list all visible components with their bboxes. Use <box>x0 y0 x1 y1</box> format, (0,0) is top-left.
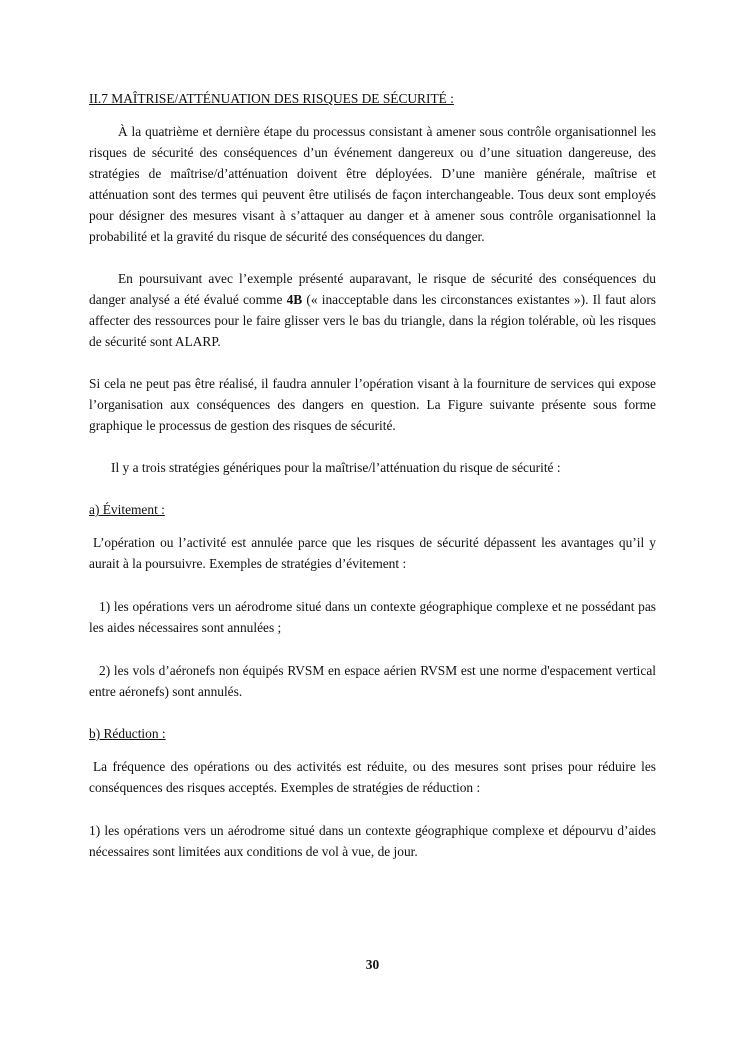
section-heading: II.7 MAÎTRISE/ATTÉNUATION DES RISQUES DE SÉCURITÉ : <box>89 91 454 106</box>
document-body <box>89 88 656 862</box>
reduction-example-1: 1) les opérations vers un aérodrome situé dans un contexte géographique complexe et dépourvu d’aides nécessaires sont limitées aux conditions de vol à vue, de jour. <box>89 823 656 859</box>
example-text-end: (« inacceptable dans les circonstances existantes »). Il faut alors affecter des ressources pour le faire glisser vers le bas du triangle, dans la région tolérable, où les risques de sécurité sont ALARP. <box>89 292 657 349</box>
risk-index-value: 4B <box>286 292 303 307</box>
avoidance-heading: a) Évitement : <box>89 502 165 517</box>
cancel-paragraph: Si cela ne peut pas être réalisé, il faudra annuler l’opération visant à la fourniture de services qui expose l’organisation aux conséquences des dangers en question. La Figure suivante présente sous forme graphique le processus de gestion des risques de sécurité. <box>89 376 656 433</box>
example-paragraph <box>89 268 656 352</box>
avoidance-example-1: 1) les opérations vers un aérodrome situé dans un contexte géographique complexe et ne possédant pas les aides nécessaires sont annulées ; <box>89 599 656 635</box>
page-number: 30 <box>365 957 380 972</box>
reduction-description: La fréquence des opérations ou des activités est réduite, ou des mesures sont prises pour réduire les conséquences des risques acceptés. Exemples de stratégies de réduction : <box>89 759 656 795</box>
avoidance-description: L’opération ou l’activité est annulée parce que les risques de sécurité dépassent les avantages qu’il y aurait à la poursuivre. Exemples de stratégies d’évitement : <box>89 535 656 571</box>
strategies-intro: Il y a trois stratégies génériques pour la maîtrise/l’atténuation du risque de sécurité : <box>111 460 561 475</box>
avoidance-example-2: 2) les vols d’aéronefs non équipés RVSM en espace aérien RVSM est une norme d'espacement vertical entre aéronefs) sont annulés. <box>89 663 656 699</box>
reduction-heading: b) Réduction : <box>89 726 166 741</box>
intro-paragraph: À la quatrième et dernière étape du processus consistant à amener sous contrôle organisationnel les risques de sécurité des conséquences d’un événement dangereux ou d’une situation dangereuse, des stratégies de maîtrise/d’atténuation doivent être déployées. D’une manière générale, maîtrise et atténuation sont des termes qui peuvent être utilisés de façon interchangeable. Tous deux sont employés pour désigner des mesures visant à s’attaquer au danger et à amener sous contrôle organisationnel la probabilité et la gravité du risque de sécurité des conséquences du danger. <box>89 124 656 244</box>
example-text-start: En poursuivant avec l’exemple présenté auparavant, le risque de sécurité des conséquences du danger analysé a été évalué comme <box>89 271 656 307</box>
